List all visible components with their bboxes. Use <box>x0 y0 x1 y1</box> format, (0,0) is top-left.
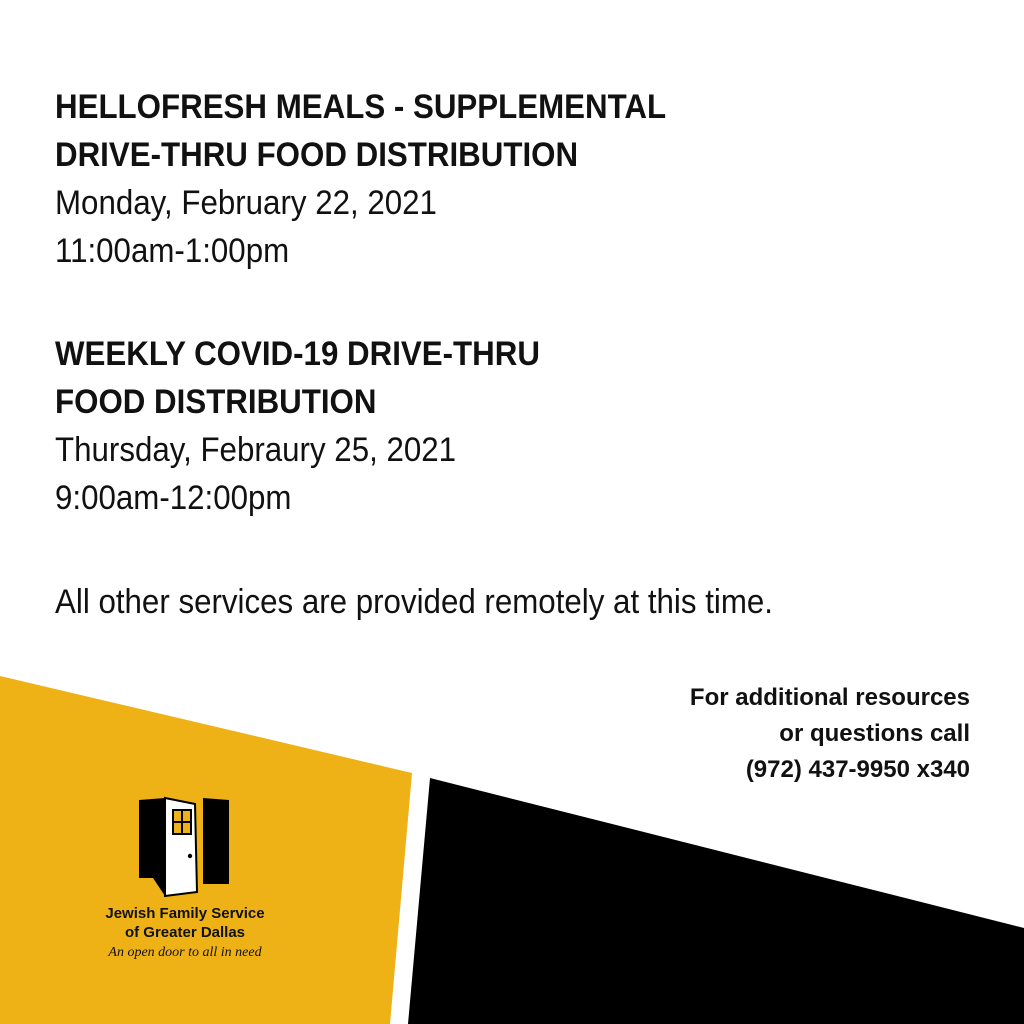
jfs-logo <box>75 796 295 961</box>
black-panel <box>408 778 1024 1024</box>
event-date: Monday, February 22, 2021 <box>55 184 437 222</box>
remote-services-note: All other services are provided remotely at this time. <box>55 583 774 621</box>
organization-name <box>75 904 295 942</box>
open-door-icon <box>137 796 233 898</box>
event-date: Thursday, Febraury 25, 2021 <box>55 431 457 469</box>
event-hellofresh <box>55 83 719 275</box>
org-name-line: of Greater Dallas <box>124 924 246 941</box>
tagline: An open door to all in need <box>108 945 262 960</box>
org-name-line: Jewish Family Service <box>105 905 265 922</box>
event-title: FOOD DISTRIBUTION <box>55 383 377 421</box>
event-time: 11:00am-1:00pm <box>55 232 290 270</box>
event-title: HELLOFRESH MEALS - SUPPLEMENTAL <box>55 88 667 126</box>
contact-info <box>690 680 970 788</box>
contact-line: For additional resources <box>689 684 970 711</box>
event-time: 9:00am-12:00pm <box>55 479 292 517</box>
contact-line: or questions call <box>779 720 970 747</box>
event-title: WEEKLY COVID-19 DRIVE-THRU <box>55 335 540 373</box>
event-weekly-covid <box>55 330 582 522</box>
phone-number: (972) 437-9950 x340 <box>745 756 970 783</box>
event-title: DRIVE-THRU FOOD DISTRIBUTION <box>55 136 579 174</box>
